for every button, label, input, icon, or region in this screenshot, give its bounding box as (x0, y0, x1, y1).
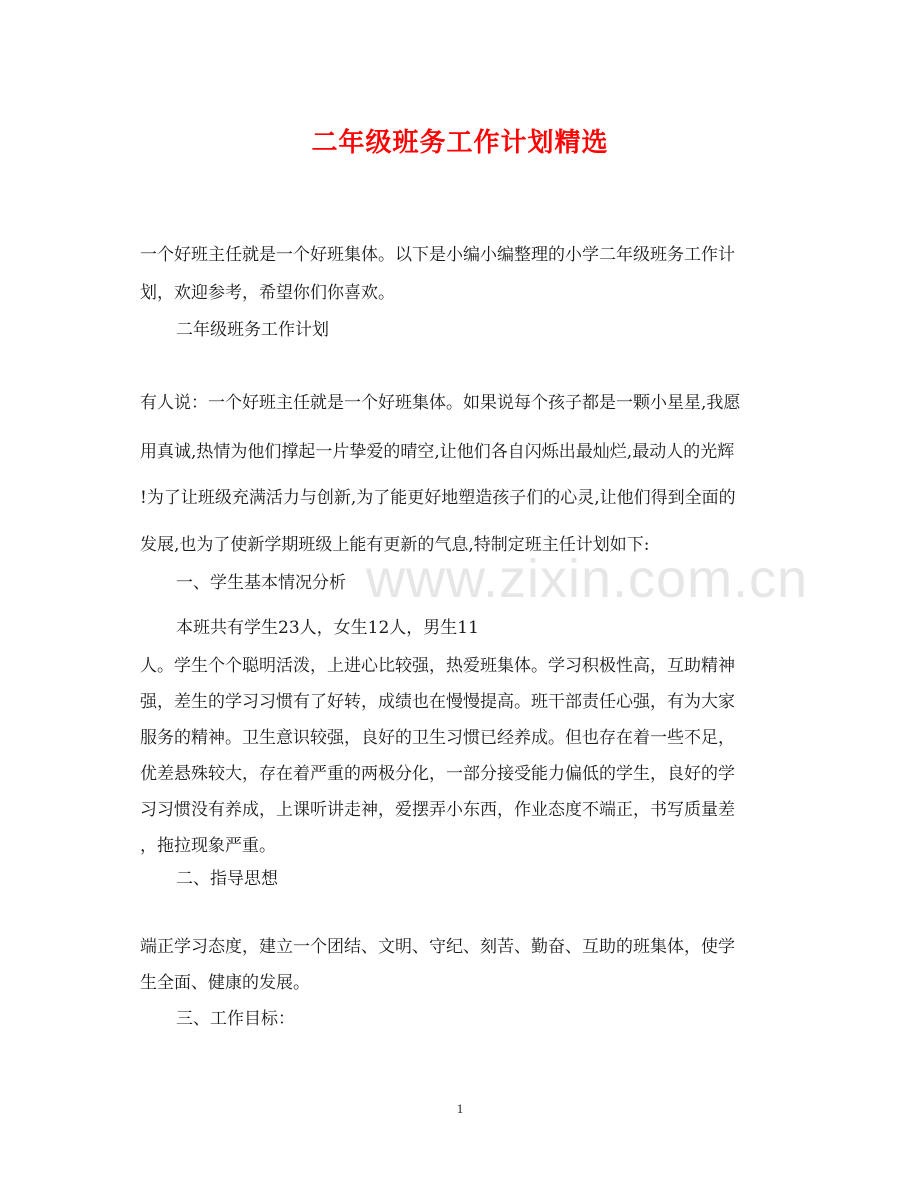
page-number: 1 (456, 1101, 464, 1116)
paragraph-1-line-2: 用真诚,热情为他们撑起一片挚爱的晴空,让他们各自闪烁出最灿烂,最动人的光辉 (140, 442, 735, 462)
paragraph-1-line-3: !为了让班级充满活力与创新,为了能更好地塑造孩子们的心灵,让他们得到全面的 (140, 488, 736, 508)
section-heading-1: 一、学生基本情况分析 (176, 573, 346, 593)
intro-line-2: 划，欢迎参考，希望你们你喜欢。 (140, 283, 395, 303)
paragraph-2-line-3: 强，差生的学习习惯有了好转，成绩也在慢慢提高。班干部责任心强，有为大家 (140, 692, 735, 712)
paragraph-2-line-4: 服务的精神。卫生意识较强，良好的卫生习惯已经养成。但也存在着一些不足， (140, 728, 735, 748)
paragraph-2-line-1: 本班共有学生23人，女生12人，男生11 (176, 618, 479, 638)
paragraph-2-line-5: 优差悬殊较大，存在着严重的两极分化，一部分接受能力偏低的学生，良好的学 (140, 764, 735, 784)
paragraph-2-line-6: 习习惯没有养成，上课听讲走神，爱摆弄小东西，作业态度不端正，书写质量差 (140, 800, 735, 820)
paragraph-1-line-1: 有人说：一个好班主任就是一个好班集体。如果说每个孩子都是一颗小星星,我愿 (140, 393, 741, 413)
section-heading-3: 三、工作目标： (176, 1009, 295, 1029)
watermark-text: www.zixin.com.cn (366, 549, 809, 609)
paragraph-2-line-2: 人。学生个个聪明活泼，上进心比较强，热爱班集体。学习积极性高，互助精神 (140, 656, 735, 676)
section-heading-2: 二、指导思想 (176, 869, 278, 889)
paragraph-2-line-7: ，拖拉现象严重。 (140, 836, 276, 856)
paragraph-3-line-1: 端正学习态度，建立一个团结、文明、守纪、刻苦、勤奋、互助的班集体，使学 (140, 937, 735, 957)
intro-line-1: 一个好班主任就是一个好班集体。以下是小编小编整理的小学二年级班务工作计 (140, 245, 735, 265)
paragraph-3-line-2: 生全面、健康的发展。 (140, 973, 310, 993)
page-title: 二年级班务工作计划精选 (311, 128, 609, 158)
paragraph-1-line-4: 发展,也为了使新学期班级上能有更新的气息,特制定班主任计划如下: (140, 535, 650, 555)
subheading: 二年级班务工作计划 (176, 320, 329, 340)
